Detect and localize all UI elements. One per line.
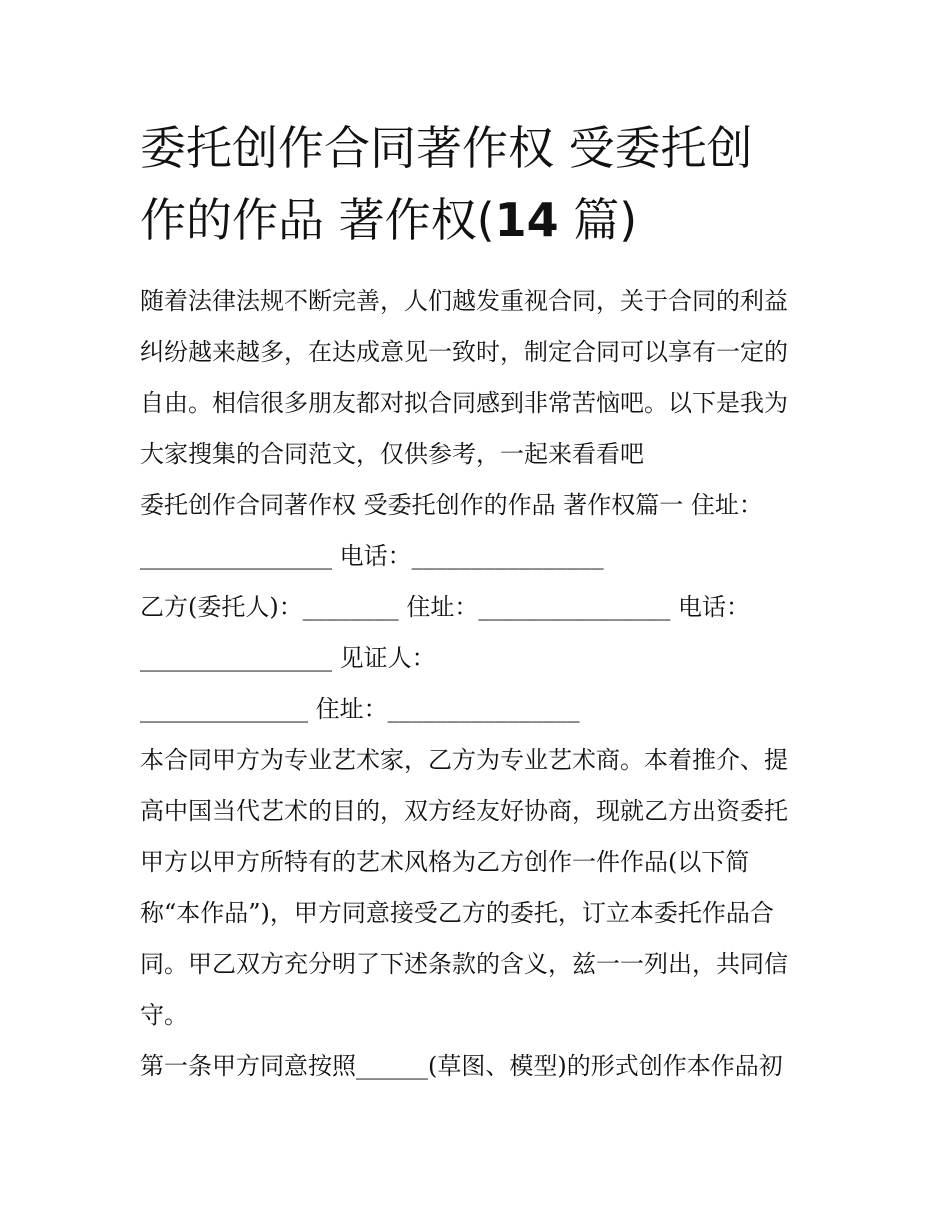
body-line: 乙方(委托人)：________ 住址：________________ 电话： (140, 593, 750, 621)
body-line: 委托创作合同著作权 受委托创作的作品 著作权篇一 住址： (140, 491, 763, 519)
body-line: 第一条甲方同意按照______(草图、模型)的形式创作本作品初 (140, 1052, 783, 1080)
document-title (140, 112, 830, 256)
body-line: 大家搜集的合同范文，仅供参考，一起来看看吧 (140, 440, 644, 468)
body-line: ______________ 住址：________________ (140, 695, 580, 723)
title-count: 14 (494, 193, 559, 247)
body-line: 守。 (140, 1001, 188, 1029)
body-line: ________________ 电话：________________ (140, 542, 604, 570)
body-line: 随着法律法规不断完善，人们越发重视合同，关于合同的利益 (140, 287, 788, 315)
body-line: ________________ 见证人： (140, 644, 436, 672)
title-line-2-prefix: 作的作品 著作权( (140, 193, 495, 247)
title-line-1: 委托创作合同著作权 受委托创 (140, 121, 753, 175)
body-line: 甲方以甲方所特有的艺术风格为乙方创作一件作品(以下简 (140, 848, 750, 876)
body-line: 同。甲乙双方充分明了下述条款的含义，兹一一列出，共同信 (140, 950, 788, 978)
document-body (140, 276, 830, 1092)
body-line: 自由。相信很多朋友都对拟合同感到非常苦恼吧。以下是我为 (140, 389, 788, 417)
title-line-2-suffix: 篇) (558, 193, 638, 247)
body-line: 纠纷越来越多，在达成意见一致时，制定合同可以享有一定的 (140, 338, 788, 366)
body-line: 称“本作品”)，甲方同意接受乙方的委托，订立本委托作品合 (140, 899, 774, 927)
body-line: 本合同甲方为专业艺术家，乙方为专业艺术商。本着推介、提 (140, 746, 788, 774)
title-line-2 (140, 184, 830, 256)
body-line: 高中国当代艺术的目的，双方经友好协商，现就乙方出资委托 (140, 797, 788, 825)
